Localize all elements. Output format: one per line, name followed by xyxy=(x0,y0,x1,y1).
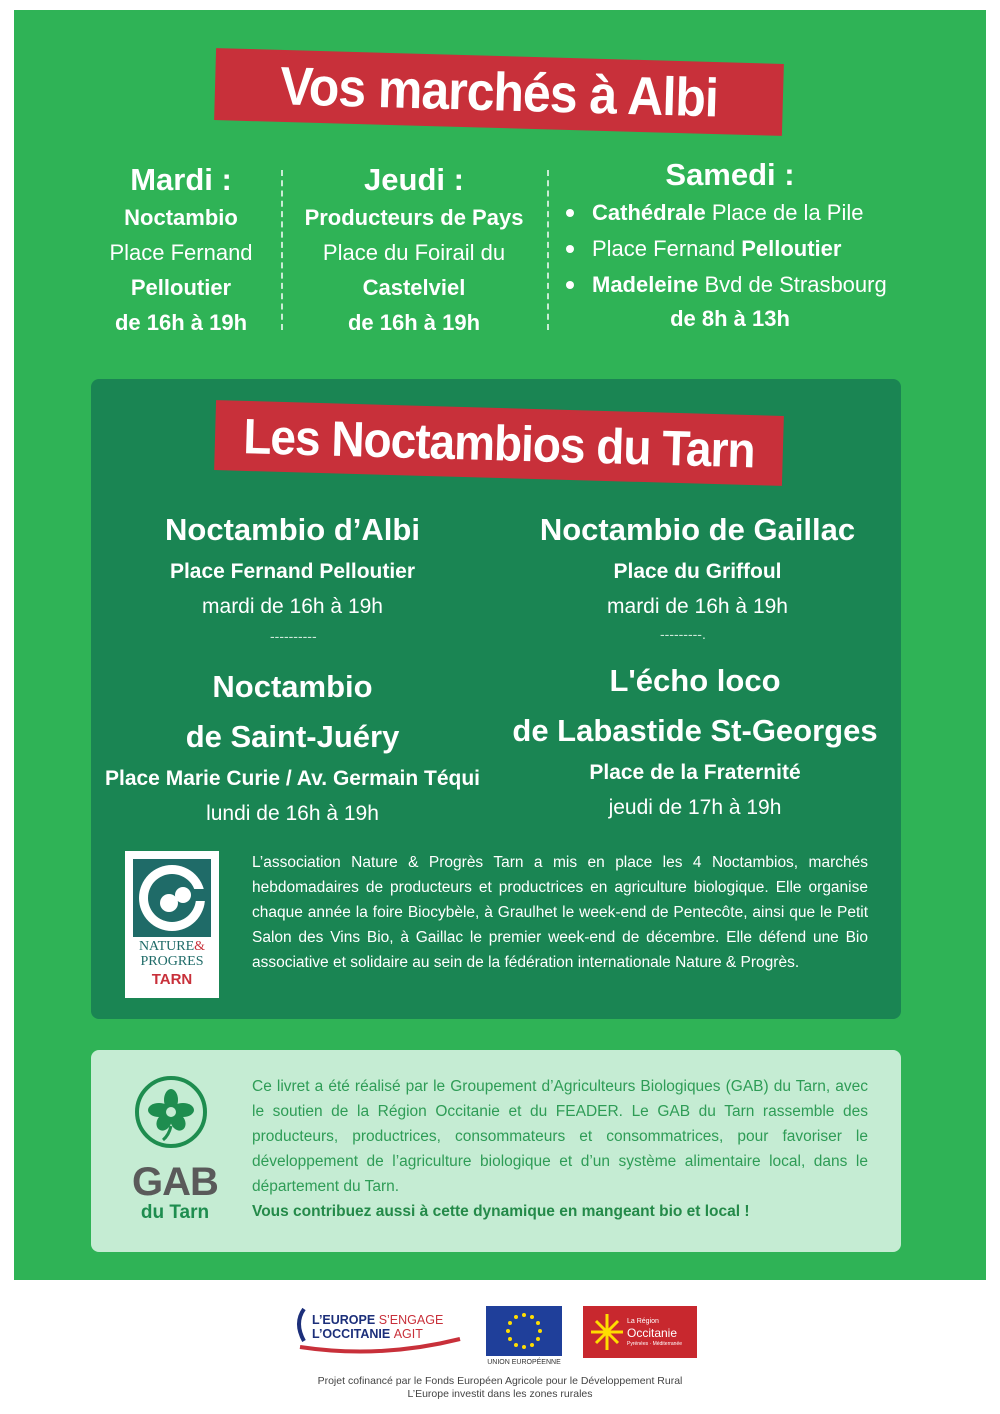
noctambios-banner-title: Les Noctambios du Tarn xyxy=(242,407,756,479)
nature-progres-description: L’association Nature & Progrès Tarn a mis en place les 4 Noctambios, marchés hebdomadaires de producteurs et productrices en agriculture biologique. Elle organise chaque année la foire Biocybèle, à Graulhet le week-end de Pentecôte, ainsi que le Petit Salon des Vins Bio, à Gaillac le premier week-end de décembre. Elle défend une Bio associative et solidaire au sein de la fédération internationale Nature & Progrès. xyxy=(252,854,868,971)
samedi-time: de 8h à 13h xyxy=(670,306,790,331)
footer-line1: Projet cofinancé par le Fonds Européen Agricole pour le Développement Rural xyxy=(317,1375,683,1387)
nature-progres-emblem-icon xyxy=(133,859,211,937)
flower-icon xyxy=(135,1076,207,1148)
noctambio-gaillac xyxy=(520,505,875,625)
noctambio-place: Place de la Fraternité xyxy=(589,761,801,784)
eu-logo-line2: L’OCCITANIE AGIT xyxy=(312,1327,423,1341)
noctambio-place: Place Fernand Pelloutier xyxy=(169,560,416,583)
jeudi-place2: Castelviel xyxy=(362,275,466,300)
jeudi-place1: Place du Foirail du xyxy=(322,240,506,265)
mardi-place2: Pelloutier xyxy=(130,275,232,300)
noctambio-hours: mardi de 16h à 19h xyxy=(607,595,788,618)
noctambio-place: Place Marie Curie / Av. Germain Téqui xyxy=(104,767,481,790)
noctambio-title-line2: de Labastide St-Georges xyxy=(512,713,878,748)
samedi-item-pre: Place Fernand xyxy=(592,236,742,261)
samedi-item-bold: Cathédrale xyxy=(592,200,706,225)
jeudi-name: Producteurs de Pays xyxy=(304,205,524,230)
gab-description xyxy=(252,1074,868,1224)
samedi-item-rest: Place de la Pile xyxy=(705,200,864,225)
eu-flag-icon xyxy=(486,1306,562,1356)
jeudi-day: Jeudi : xyxy=(364,162,464,197)
list-item xyxy=(592,195,900,231)
noctambio-saint-juery xyxy=(100,662,485,832)
occ-small-text: La Région xyxy=(627,1318,659,1325)
samedi-day: Samedi : xyxy=(665,157,795,192)
noctambio-title-line1: L'écho loco xyxy=(609,663,781,698)
markets-banner-title: Vos marchés à Albi xyxy=(279,55,719,129)
noctambio-title: Noctambio de Gaillac xyxy=(539,512,856,547)
mardi-day: Mardi : xyxy=(130,162,232,197)
samedi-list xyxy=(560,195,900,303)
jeudi-time: de 16h à 19h xyxy=(347,310,481,335)
noctambio-albi xyxy=(120,505,465,625)
region-occitanie-logo xyxy=(583,1306,697,1358)
noctambio-hours: lundi de 16h à 19h xyxy=(206,802,379,825)
samedi-item-bold: Pelloutier xyxy=(741,236,842,261)
column-divider xyxy=(281,170,283,330)
noctambio-labastide xyxy=(500,656,890,826)
np-logo-line2: PROGRES xyxy=(140,954,204,969)
np-logo-line3: TARN xyxy=(151,971,193,988)
eu-logo-line1: L’EUROPE S’ENGAGE xyxy=(312,1313,444,1327)
gab-logo xyxy=(120,1070,230,1230)
noctambios-banner xyxy=(214,400,784,486)
noctambio-title: Noctambio d’Albi xyxy=(165,512,420,547)
list-item xyxy=(592,231,900,267)
footer-line2: L’Europe investit dans les zones rurales xyxy=(407,1388,593,1400)
noctambio-title-line2: de Saint-Juéry xyxy=(185,719,400,754)
np-logo-line1: NATURE& xyxy=(138,939,206,954)
noctambio-place: Place du Griffoul xyxy=(613,560,782,583)
samedi-column xyxy=(560,155,900,335)
mardi-place1: Place Fernand xyxy=(109,240,253,265)
separator-dashes: ---------- xyxy=(270,628,317,644)
samedi-item-bold: Madeleine xyxy=(592,272,699,297)
nature-progres-logo xyxy=(125,851,219,998)
samedi-item-rest: Bvd de Strasbourg xyxy=(698,272,887,297)
occitan-cross-icon xyxy=(587,1306,627,1358)
europe-occitanie-logo xyxy=(290,1303,470,1359)
mardi-time: de 16h à 19h xyxy=(114,310,248,335)
separator-dashes: ---------. xyxy=(660,626,706,642)
mardi-name: Noctambio xyxy=(124,205,238,230)
occ-sub-text: Pyrénées · Méditerranée xyxy=(627,1341,683,1347)
gab-logo-title: GAB xyxy=(132,1160,218,1204)
noctambio-title-line1: Noctambio xyxy=(212,669,373,704)
gab-logo-subtitle: du Tarn xyxy=(140,1202,210,1223)
column-divider xyxy=(547,170,549,330)
jeudi-column xyxy=(290,160,538,340)
gab-text-1: Ce livret a été réalisé par le Groupement d’Agriculteurs Biologiques (GAB) du Tarn, avec le soutien de la Région Occitanie et du FEADER. xyxy=(252,1078,868,1120)
gab-text-2: Le GAB du Tarn rassemble des producteurs, productrices, consommateurs et consommatrices, pour favoriser le développement de l’agriculture biologique et d’un système alimentaire local, dans le département du Tarn. xyxy=(252,1103,868,1195)
markets-banner xyxy=(214,48,784,136)
eu-caption: UNION EUROPÉENNE xyxy=(487,1359,561,1366)
noctambio-hours: jeudi de 17h à 19h xyxy=(608,796,782,819)
occ-big-text: Occitanie xyxy=(627,1326,678,1340)
list-item xyxy=(592,267,900,303)
mardi-column xyxy=(96,160,266,340)
gab-text-3: Vous contribuez aussi à cette dynamique en mangeant bio et local ! xyxy=(252,1203,750,1220)
noctambio-hours: mardi de 16h à 19h xyxy=(202,595,383,618)
